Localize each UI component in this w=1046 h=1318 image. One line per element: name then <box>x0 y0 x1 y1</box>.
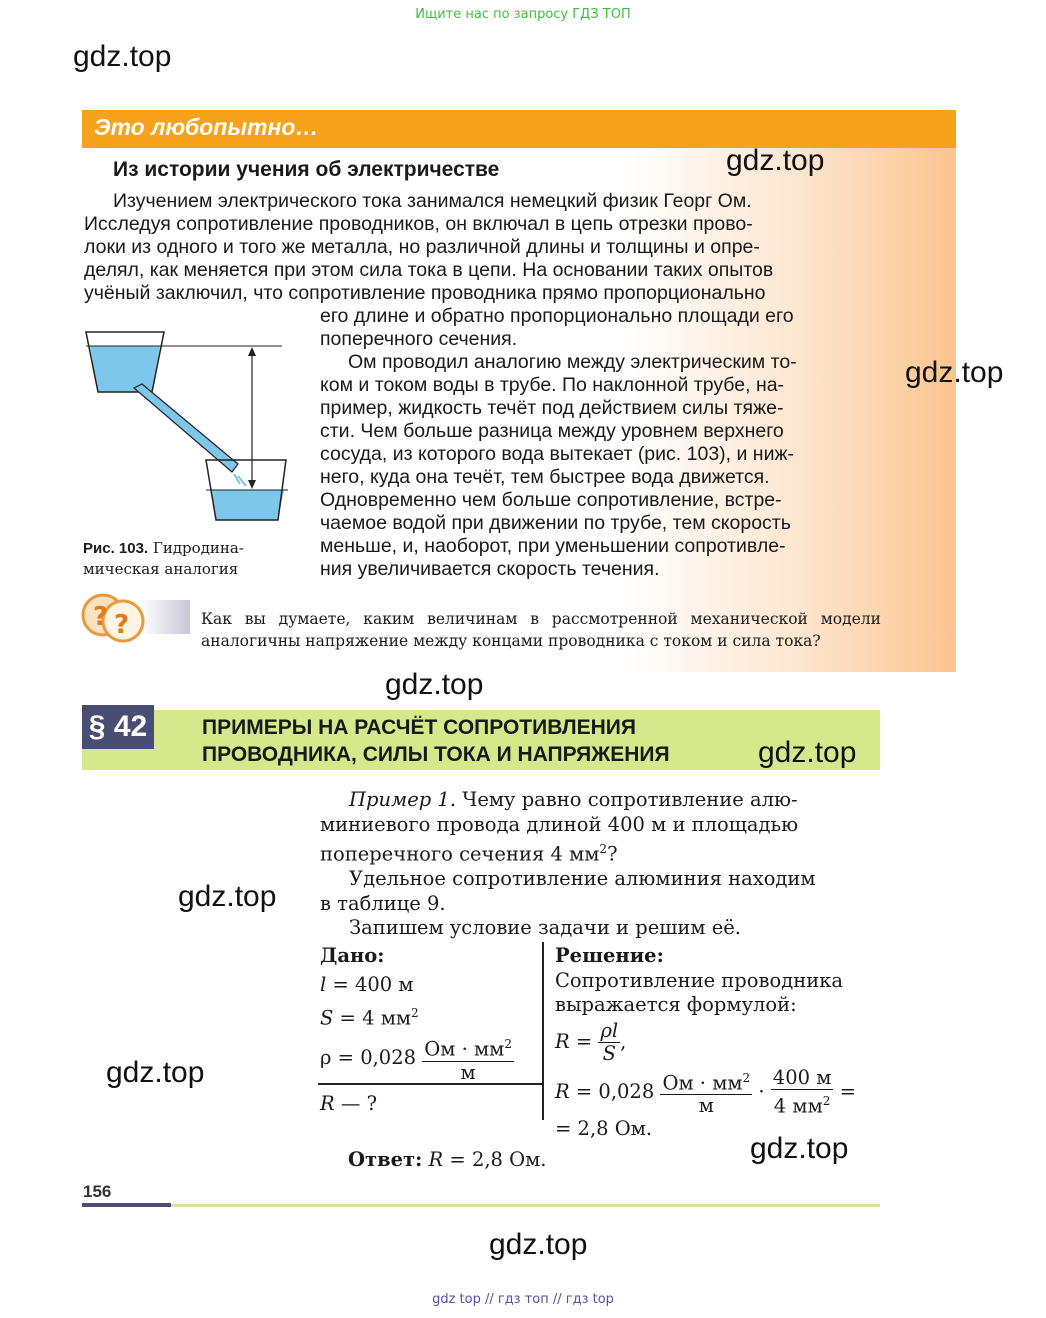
value: — ? <box>334 1091 378 1115</box>
text-span: Ом · мм <box>662 1071 743 1094</box>
figure-caption <box>83 538 283 579</box>
question-mark: ? <box>114 610 130 640</box>
value: = 2,8 Ом. <box>443 1148 547 1171</box>
text-line: Удельное сопротивление алюминия находим <box>349 867 816 890</box>
value: = <box>569 1029 599 1053</box>
superscript: 2 <box>742 1070 751 1085</box>
denominator <box>771 1090 834 1118</box>
text-line: него, куда она течёт, тем быстрее вода движется. <box>320 466 770 488</box>
superscript: 2 <box>822 1093 831 1108</box>
fraction <box>598 1020 620 1065</box>
value: = 4 мм <box>333 1006 412 1030</box>
curious-box-title: Это любопытно… <box>94 114 319 140</box>
solution-title: Решение: <box>555 944 664 967</box>
watermark: gdz.top <box>178 880 277 913</box>
bottom-links[interactable]: gdz top // гдз топ // гдз top <box>432 1292 614 1307</box>
fraction <box>422 1033 514 1084</box>
watermark: gdz.top <box>106 1056 205 1089</box>
watermark: gdz.top <box>489 1228 588 1261</box>
text-line <box>320 837 885 867</box>
page-number: 156 <box>83 1182 112 1201</box>
fraction <box>660 1067 752 1118</box>
fraction <box>771 1067 834 1118</box>
text-span: Ом · мм <box>424 1037 505 1061</box>
value: = <box>833 1079 856 1103</box>
section-number: § 42 <box>82 705 154 749</box>
numerator: 400 м <box>772 1065 832 1089</box>
watermark: gdz.top <box>726 144 825 177</box>
denominator: S <box>602 1041 616 1065</box>
text-span: поперечного сечения 4 мм <box>320 842 600 866</box>
figure-caption-line2: мическая аналогия <box>83 560 239 578</box>
text-line: Изучением электрического тока занимался немецкий физик Георг Ом. <box>113 190 752 212</box>
text-line: Одновременно чем больше сопротивление, встре- <box>320 489 782 511</box>
value: · <box>752 1079 771 1103</box>
text-line: пример, жидкость течёт под действием силы тяже- <box>320 397 784 419</box>
given-title: Дано: <box>320 944 385 967</box>
text-line: миниевого провода длиной 400 м и площадью <box>320 812 799 836</box>
watermark: gdz.top <box>73 40 172 73</box>
upper-water <box>90 346 160 392</box>
text-line: чаемое водой при движении по трубе, тем скорость <box>320 512 791 534</box>
history-paragraph-right <box>320 305 880 581</box>
text-line: ния увеличивается скорость течения. <box>320 558 660 580</box>
lower-water <box>210 490 284 520</box>
text-line: в таблице 9. <box>320 891 446 915</box>
symbol: R <box>428 1148 444 1171</box>
arrow-head-top <box>248 347 256 356</box>
watermark: gdz.top <box>750 1132 849 1165</box>
question-band <box>140 600 190 634</box>
given-block <box>320 944 514 1116</box>
top-search-hint[interactable]: Ищите нас по запросу ГДЗ ТОП <box>415 7 631 22</box>
history-paragraph-top <box>84 190 874 305</box>
numerator: ρl <box>600 1018 619 1042</box>
text-span: 4 мм <box>773 1094 823 1117</box>
figure-label: Рис. 103. <box>83 540 149 557</box>
question-mark: ? <box>93 602 109 632</box>
figure-caption-line1: Гидродина- <box>152 539 244 557</box>
text-line <box>320 788 885 813</box>
hydrodynamic-analogy-figure <box>82 326 297 528</box>
given-resistivity <box>320 1033 514 1084</box>
text-span: ? <box>607 842 618 866</box>
value: , <box>620 1029 627 1053</box>
text-line: сти. Чем больше разница между уровнем верхнего <box>320 420 784 442</box>
text-line: сосуда, из которого вода вытекает (рис. 103), и ниж- <box>320 443 795 465</box>
formula <box>555 1020 885 1065</box>
footer-bar-light <box>171 1204 880 1207</box>
text-line: меньше, и, наоборот, при уменьшении сопротивле- <box>320 535 786 557</box>
denominator: м <box>698 1094 714 1117</box>
text-line: Исследуя сопротивление проводников, он включал в цепь отрезки прово- <box>84 213 753 235</box>
text-line: локи из одного и того же металла, но различной длины и толщины и опре- <box>84 236 760 258</box>
answer-label: Ответ: <box>348 1148 423 1171</box>
symbol: S <box>320 1006 334 1030</box>
calculation <box>555 1067 885 1118</box>
text-line: поперечного сечения. <box>320 328 518 350</box>
given-area <box>320 1001 514 1031</box>
value: = 400 м <box>326 972 414 996</box>
watermark: gdz.top <box>758 736 857 769</box>
numerator <box>422 1033 514 1062</box>
example-text <box>320 788 885 941</box>
footer-bar-dark <box>82 1203 171 1207</box>
text-line: делял, как меняется при этом сила тока в цепи. На основании таких опытов <box>84 259 774 281</box>
text-line: Ом проводил аналогию между электрическим то- <box>348 351 797 373</box>
section-title-line: ПРИМЕРЫ НА РАСЧЁТ СОПРОТИВЛЕНИЯ <box>202 716 636 739</box>
text-line: ком и током воды в трубе. По наклонной трубе, на- <box>320 374 785 396</box>
numerator <box>660 1067 752 1096</box>
section-title <box>202 714 670 768</box>
value: ρ = 0,028 <box>320 1045 417 1069</box>
water-drop <box>234 474 240 484</box>
text-line: Сопротивление проводника <box>555 968 844 992</box>
superscript: 2 <box>599 842 608 856</box>
text-span: Чему равно сопротивление алю- <box>456 788 798 811</box>
solution-block <box>555 944 885 1142</box>
text-line: Запишем условие задачи и решим её. <box>349 916 742 939</box>
symbol: l <box>320 972 327 996</box>
section-title-line: ПРОВОДНИКА, СИЛЫ ТОКА И НАПРЯЖЕНИЯ <box>202 743 670 766</box>
superscript: 2 <box>504 1037 512 1051</box>
watermark: gdz.top <box>905 356 1004 389</box>
example-label: Пример 1. <box>349 788 457 811</box>
pipe <box>134 384 238 472</box>
text-line: выражается формулой: <box>555 993 797 1016</box>
denominator: м <box>460 1060 476 1084</box>
question-text: Как вы думаете, каким величинам в рассмотренной механической модели аналогичны напряжение между концами проводника с током и сила тока? <box>201 610 881 650</box>
symbol: R <box>320 1091 335 1115</box>
symbol: R <box>555 1029 570 1053</box>
question-icon <box>81 590 145 646</box>
text-line: учёный заключил, что сопротивление проводника прямо пропорционально <box>84 282 766 304</box>
history-subtitle: Из истории учения об электричестве <box>113 158 500 181</box>
watermark: gdz.top <box>385 668 484 701</box>
given-find <box>320 1092 514 1117</box>
text-line: его длине и обратно пропорционально площади его <box>320 305 794 327</box>
value: = 0,028 <box>569 1079 655 1103</box>
arrow-head-bottom <box>248 480 256 489</box>
symbol: R <box>555 1079 570 1103</box>
given-solution-divider <box>542 942 544 1120</box>
curious-box-header <box>82 110 956 148</box>
answer <box>348 1148 547 1173</box>
result-line: = 2,8 Ом. <box>555 1117 653 1140</box>
given-length <box>320 973 514 998</box>
superscript: 2 <box>411 1006 419 1020</box>
